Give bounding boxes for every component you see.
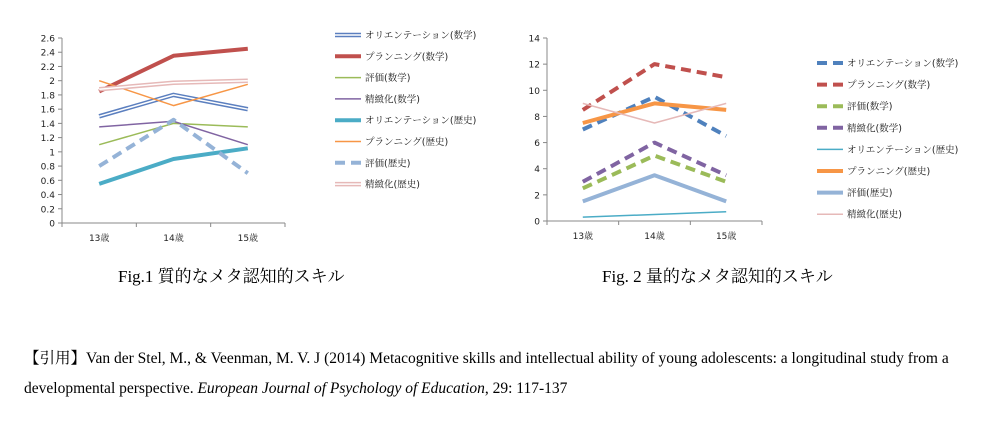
y-tick-label: 2.6 xyxy=(40,34,55,45)
y-tick-label: 12 xyxy=(528,60,540,71)
legend-item-7 xyxy=(817,187,892,199)
citation-text: 【引用】Van der Stel, M., & Veenman, M. V. J (2014) Metacognitive skills and intellectual ability of young adolescents: a longitudinal study from a developmental perspective. xyxy=(24,350,949,397)
series-line xyxy=(99,121,248,144)
legend-item-4 xyxy=(335,93,420,105)
x-tick-label: 15歳 xyxy=(715,232,737,242)
y-tick-label: 0.8 xyxy=(40,162,55,173)
legend-item-7 xyxy=(335,157,410,169)
y-tick-label: 0.6 xyxy=(40,176,55,187)
y-tick-label: 1 xyxy=(49,148,55,159)
legend-label: オリエンテーション(数学) xyxy=(365,30,477,42)
series-5 xyxy=(583,212,726,217)
y-tick-label: 4 xyxy=(534,165,540,176)
legend-label: プランニング(数学) xyxy=(365,51,449,63)
legend-label: 評価(歴史) xyxy=(365,158,411,170)
y-tick-label: 2 xyxy=(49,77,55,88)
series-3 xyxy=(99,123,248,144)
citation-journal: European Journal of Psychology of Education xyxy=(197,380,485,397)
figure1-chart xyxy=(0,0,500,260)
series-line xyxy=(583,212,726,217)
legend-item-2 xyxy=(817,79,930,91)
x-tick-label: 14歳 xyxy=(163,234,184,244)
legend-item-8 xyxy=(817,209,902,221)
figure2-chart xyxy=(500,0,1000,260)
legend-label: 評価(歴史) xyxy=(847,188,893,200)
legend-item-6 xyxy=(335,136,448,148)
series-4 xyxy=(99,121,248,144)
y-tick-label: 6 xyxy=(534,139,540,150)
legend-item-1 xyxy=(817,58,958,70)
series-line xyxy=(99,120,248,173)
y-tick-label: 10 xyxy=(528,86,540,97)
legend-label: オリエンテーション(歴史) xyxy=(847,144,959,156)
legend-label: プランニング(歴史) xyxy=(365,137,449,148)
legend-item-6 xyxy=(817,166,930,178)
y-tick-label: 8 xyxy=(534,112,540,123)
legend-item-2 xyxy=(335,51,448,63)
y-tick-label: 1.6 xyxy=(40,105,55,116)
figure1-caption: Fig.1 質的なメタ認知的スキル xyxy=(118,267,345,286)
y-tick-label: 14 xyxy=(528,34,540,45)
x-tick-label: 15歳 xyxy=(237,234,259,244)
legend-label: オリエンテーション(数学) xyxy=(847,58,959,70)
x-tick-label: 13歳 xyxy=(572,232,594,242)
x-tick-label: 14歳 xyxy=(644,232,665,242)
y-tick-label: 0 xyxy=(49,219,55,230)
legend-label: 精緻化(数学) xyxy=(365,94,420,106)
legend-item-8 xyxy=(335,179,420,191)
legend-item-4 xyxy=(817,122,902,134)
legend-label: プランニング(数学) xyxy=(847,80,931,92)
legend-label: 精緻化(数学) xyxy=(847,123,902,135)
legend-label: 評価(数学) xyxy=(365,73,411,85)
y-tick-label: 1.4 xyxy=(40,119,55,130)
y-tick-label: 0.4 xyxy=(40,191,55,202)
citation xyxy=(24,344,984,404)
legend-item-3 xyxy=(335,72,410,84)
y-tick-label: 0 xyxy=(534,217,540,228)
legend-label: プランニング(歴史) xyxy=(847,166,931,178)
legend-item-3 xyxy=(817,101,892,113)
legend-label: 評価(数学) xyxy=(847,101,893,113)
y-tick-label: 1.2 xyxy=(40,134,55,145)
legend-label: オリエンテーション(歴史) xyxy=(365,115,477,127)
figure2-caption: Fig. 2 量的なメタ認知的スキル xyxy=(602,267,833,286)
x-tick-label: 13歳 xyxy=(88,234,110,244)
y-tick-label: 0.2 xyxy=(40,205,55,216)
y-tick-label: 1.8 xyxy=(40,91,55,102)
series-7 xyxy=(99,120,248,173)
y-tick-label: 2.2 xyxy=(40,62,55,73)
legend-item-1 xyxy=(335,30,476,42)
legend-label: 精緻化(歴史) xyxy=(847,209,902,221)
series-line xyxy=(99,123,248,144)
legend-item-5 xyxy=(335,115,476,127)
citation-volume: , 29: 117-137 xyxy=(484,380,568,397)
legend-label: 精緻化(歴史) xyxy=(365,179,420,191)
y-tick-label: 2 xyxy=(534,191,540,202)
y-tick-label: 2.4 xyxy=(40,48,55,59)
legend-item-5 xyxy=(817,144,958,156)
